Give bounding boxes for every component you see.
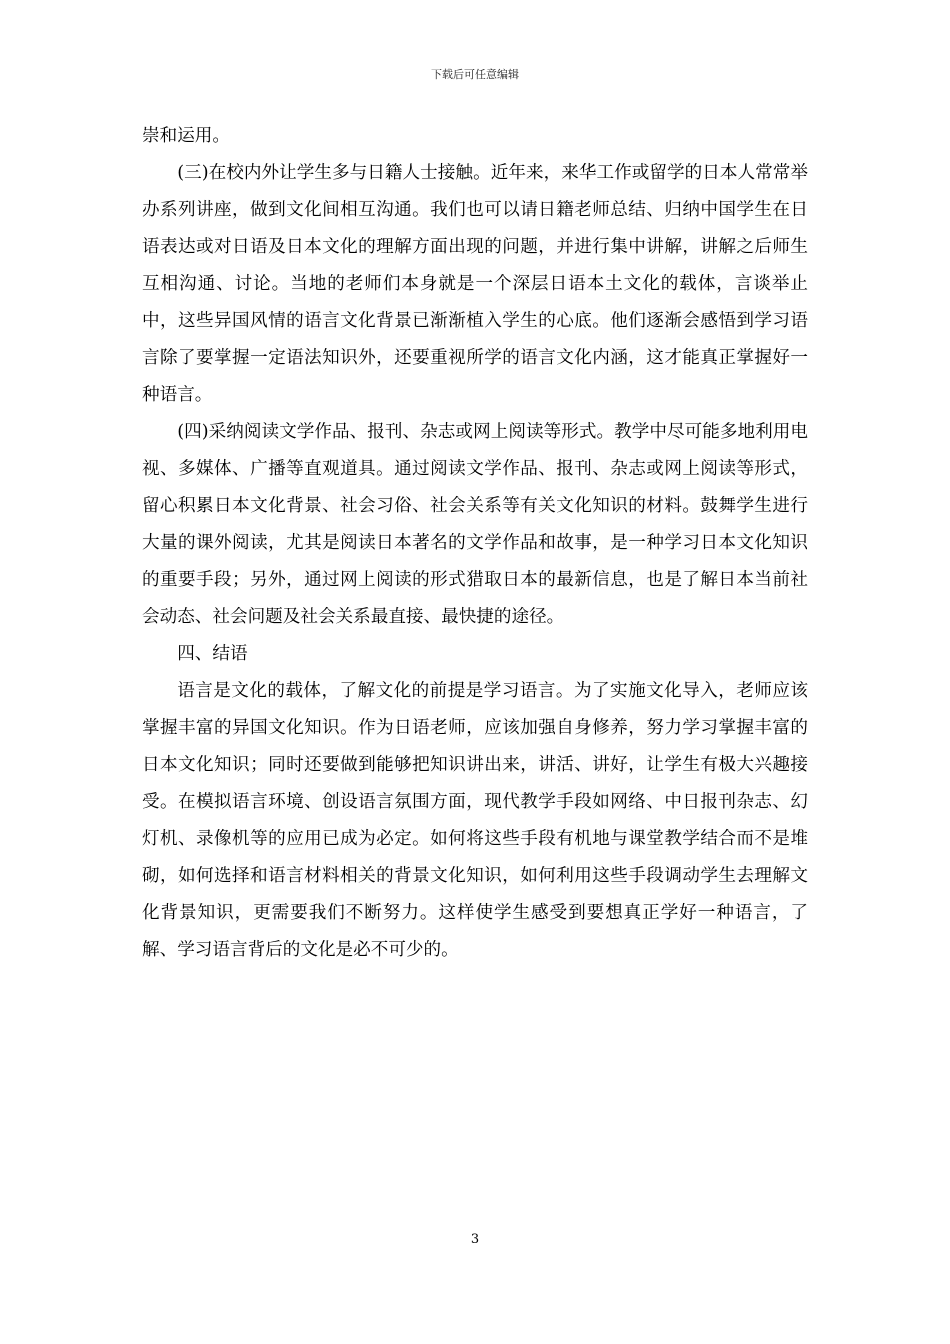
paragraph-section-four: (四)采纳阅读文学作品、报刊、杂志或网上阅读等形式。教学中尽可能多地利用电视、多媒体、广播等直观道具。通过阅读文学作品、报刊、杂志或网上阅读等形式，留心积累日本文化背景、社会习俗、社会关系等有关文化知识的材料。鼓舞学生进行大量的课外阅读，尤其是阅读日本著名的文学作品和故事，是一种学习日本文化知识的重要手段；另外，通过网上阅读的形式猎取日本的最新信息，也是了解日本当前社会动态、社会问题及社会关系最直接、最快捷的途径。 xyxy=(142,422,808,627)
paragraph-continuation: 崇和运用。 xyxy=(142,126,230,146)
section-heading-conclusion: 四、结语 xyxy=(177,644,248,664)
paragraph-conclusion: 语言是文化的载体，了解文化的前提是学习语言。为了实施文化导入，老师应该掌握丰富的异国文化知识。作为日语老师，应该加强自身修养，努力学习掌握丰富的日本文化知识；同时还要做到能够把知识讲出来，讲活、讲好，让学生有极大兴趣接受。在模拟语言环境、创设语言氛围方面，现代教学手段如网络、中日报刊杂志、幻灯机、录像机等的应用已成为必定。如何将这些手段有机地与课堂教学结合而不是堆砌，如何选择和语言材料相关的背景文化知识，如何利用这些手段调动学生去理解文化背景知识，更需要我们不断努力。这样使学生感受到要想真正学好一种语言，了解、学习语言背后的文化是必不可少的。 xyxy=(142,681,808,960)
page-header: 下载后可任意编辑 xyxy=(431,68,519,81)
document-body xyxy=(142,118,808,969)
page-number: 3 xyxy=(470,1232,480,1247)
paragraph-section-three: (三)在校内外让学生多与日籍人士接触。近年来，来华工作或留学的日本人常常举办系列讲座，做到文化间相互沟通。我们也可以请日籍老师总结、归纳中国学生在日语表达或对日语及日本文化的理解方面出现的问题，并进行集中讲解，讲解之后师生互相沟通、讨论。当地的老师们本身就是一个深层日语本土文化的载体，言谈举止中，这些异国风情的语言文化背景已渐渐植入学生的心底。他们逐渐会感悟到学习语言除了要掌握一定语法知识外，还要重视所学的语言文化内涵，这才能真正掌握好一种语言。 xyxy=(142,163,808,405)
